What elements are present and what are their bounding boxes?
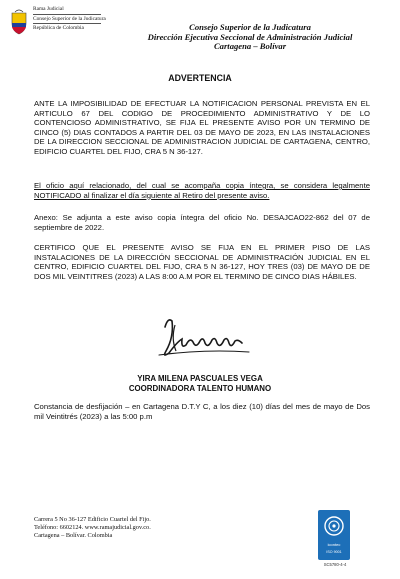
letterhead-rule xyxy=(33,23,101,24)
cert-code: SC5780-4-4 xyxy=(323,562,347,567)
notification-clause: El oficio aquí relacionado, del cual se acompaña copia íntegra, se considera legalmente NOTIFICADO al finalizar el día siguiente al Retiro del presente aviso. xyxy=(34,181,370,200)
header-line-2: Dirección Ejecutiva Seccional de Administración Judicial xyxy=(147,31,353,42)
colombia-coat-of-arms-icon xyxy=(9,9,29,35)
signer-block xyxy=(0,374,400,394)
document-footer xyxy=(34,516,151,541)
letterhead-text xyxy=(33,6,106,32)
signer-name: YIRA MILENA PASCUALES VEGA xyxy=(137,374,263,383)
annex-note: Anexo: Se adjunta a este aviso copia íntegra del oficio No. DESAJCAO22-862 del 07 de septiembre de 2022. xyxy=(34,213,370,232)
letterhead-line-1: Rama Judicial xyxy=(33,6,64,12)
header-line-3: Cartagena – Bolívar xyxy=(213,41,287,52)
certification-seal-graphic xyxy=(318,510,350,544)
letterhead-line-3: República de Colombia xyxy=(33,25,84,32)
letterhead-rule xyxy=(33,14,101,15)
header-line-1: Consejo Superior de la Judicatura xyxy=(189,22,311,32)
footer-phone-web: Teléfono: 6602124. www.ramajudicial.gov.co. xyxy=(34,524,151,532)
document-title: ADVERTENCIA xyxy=(168,73,232,83)
removal-record: Constancia de desfijación – en Cartagena D.T.Y C, a los diez (10) días del mes de mayo de Dos mil Veintitrés (2023) a las 5:00 p.m xyxy=(34,402,370,421)
notice-paragraph: ANTE LA IMPOSIBILIDAD DE EFECTUAR LA NOTIFICACION PERSONAL PREVISTA EN EL ARTICULO 67 DEL CODIGO DE PROCEDIMIENTO ADMINISTRATIVO Y DE LO CONTENCIOSO ADMINISTRATIVO, SE FIJA EL PRESENTE AVISO POR UN TERMINO DE CINCO (5) DIAS CONTADOS A PARTIR DEL 03 DE MAYO DE 2023, EN LAS INSTALACIONES DE LA DIRECCION SECCIONAL DE ADMINISTRACION JUDICIAL DE CARTAGENA, CENTRO, EDIFICIO CUARTEL DEL FIJO, CRA 5 N 36-127. xyxy=(34,99,370,156)
signer-role: COORDINADORA TALENTO HUMANO xyxy=(128,384,272,393)
cert-standard-label: ISO 9001 xyxy=(326,550,342,554)
cert-mark-label: icontec xyxy=(327,542,341,547)
letterhead-line-2: Consejo Superior de la Judicatura xyxy=(33,15,106,22)
signature-icon xyxy=(135,309,265,369)
document-header xyxy=(100,23,400,52)
footer-address: Carrera 5 No 36-127 Edificio Cuartel del Fijo. xyxy=(34,516,151,523)
footer-city: Cartagena – Bolívar. Colombia xyxy=(34,532,113,540)
certification-paragraph: CERTIFICO QUE EL PRESENTE AVISO SE FIJA EN EL PRIMER PISO DE LAS INSTALACIONES DE LA DIRECCIÓN SECCIONAL DE ADMINISTRACIÓN JUDICIAL EN EL CENTRO, EDIFICIO CUARTEL DEL FIJO, CRA 5 N 36-127, HOY TRES (03) DE MAYO DE DE DOS MIL VEINTITRES (2023) A LAS 8:00 A.M POR EL TERMINO DE CINCO DIAS HÁBILES. xyxy=(34,243,370,281)
